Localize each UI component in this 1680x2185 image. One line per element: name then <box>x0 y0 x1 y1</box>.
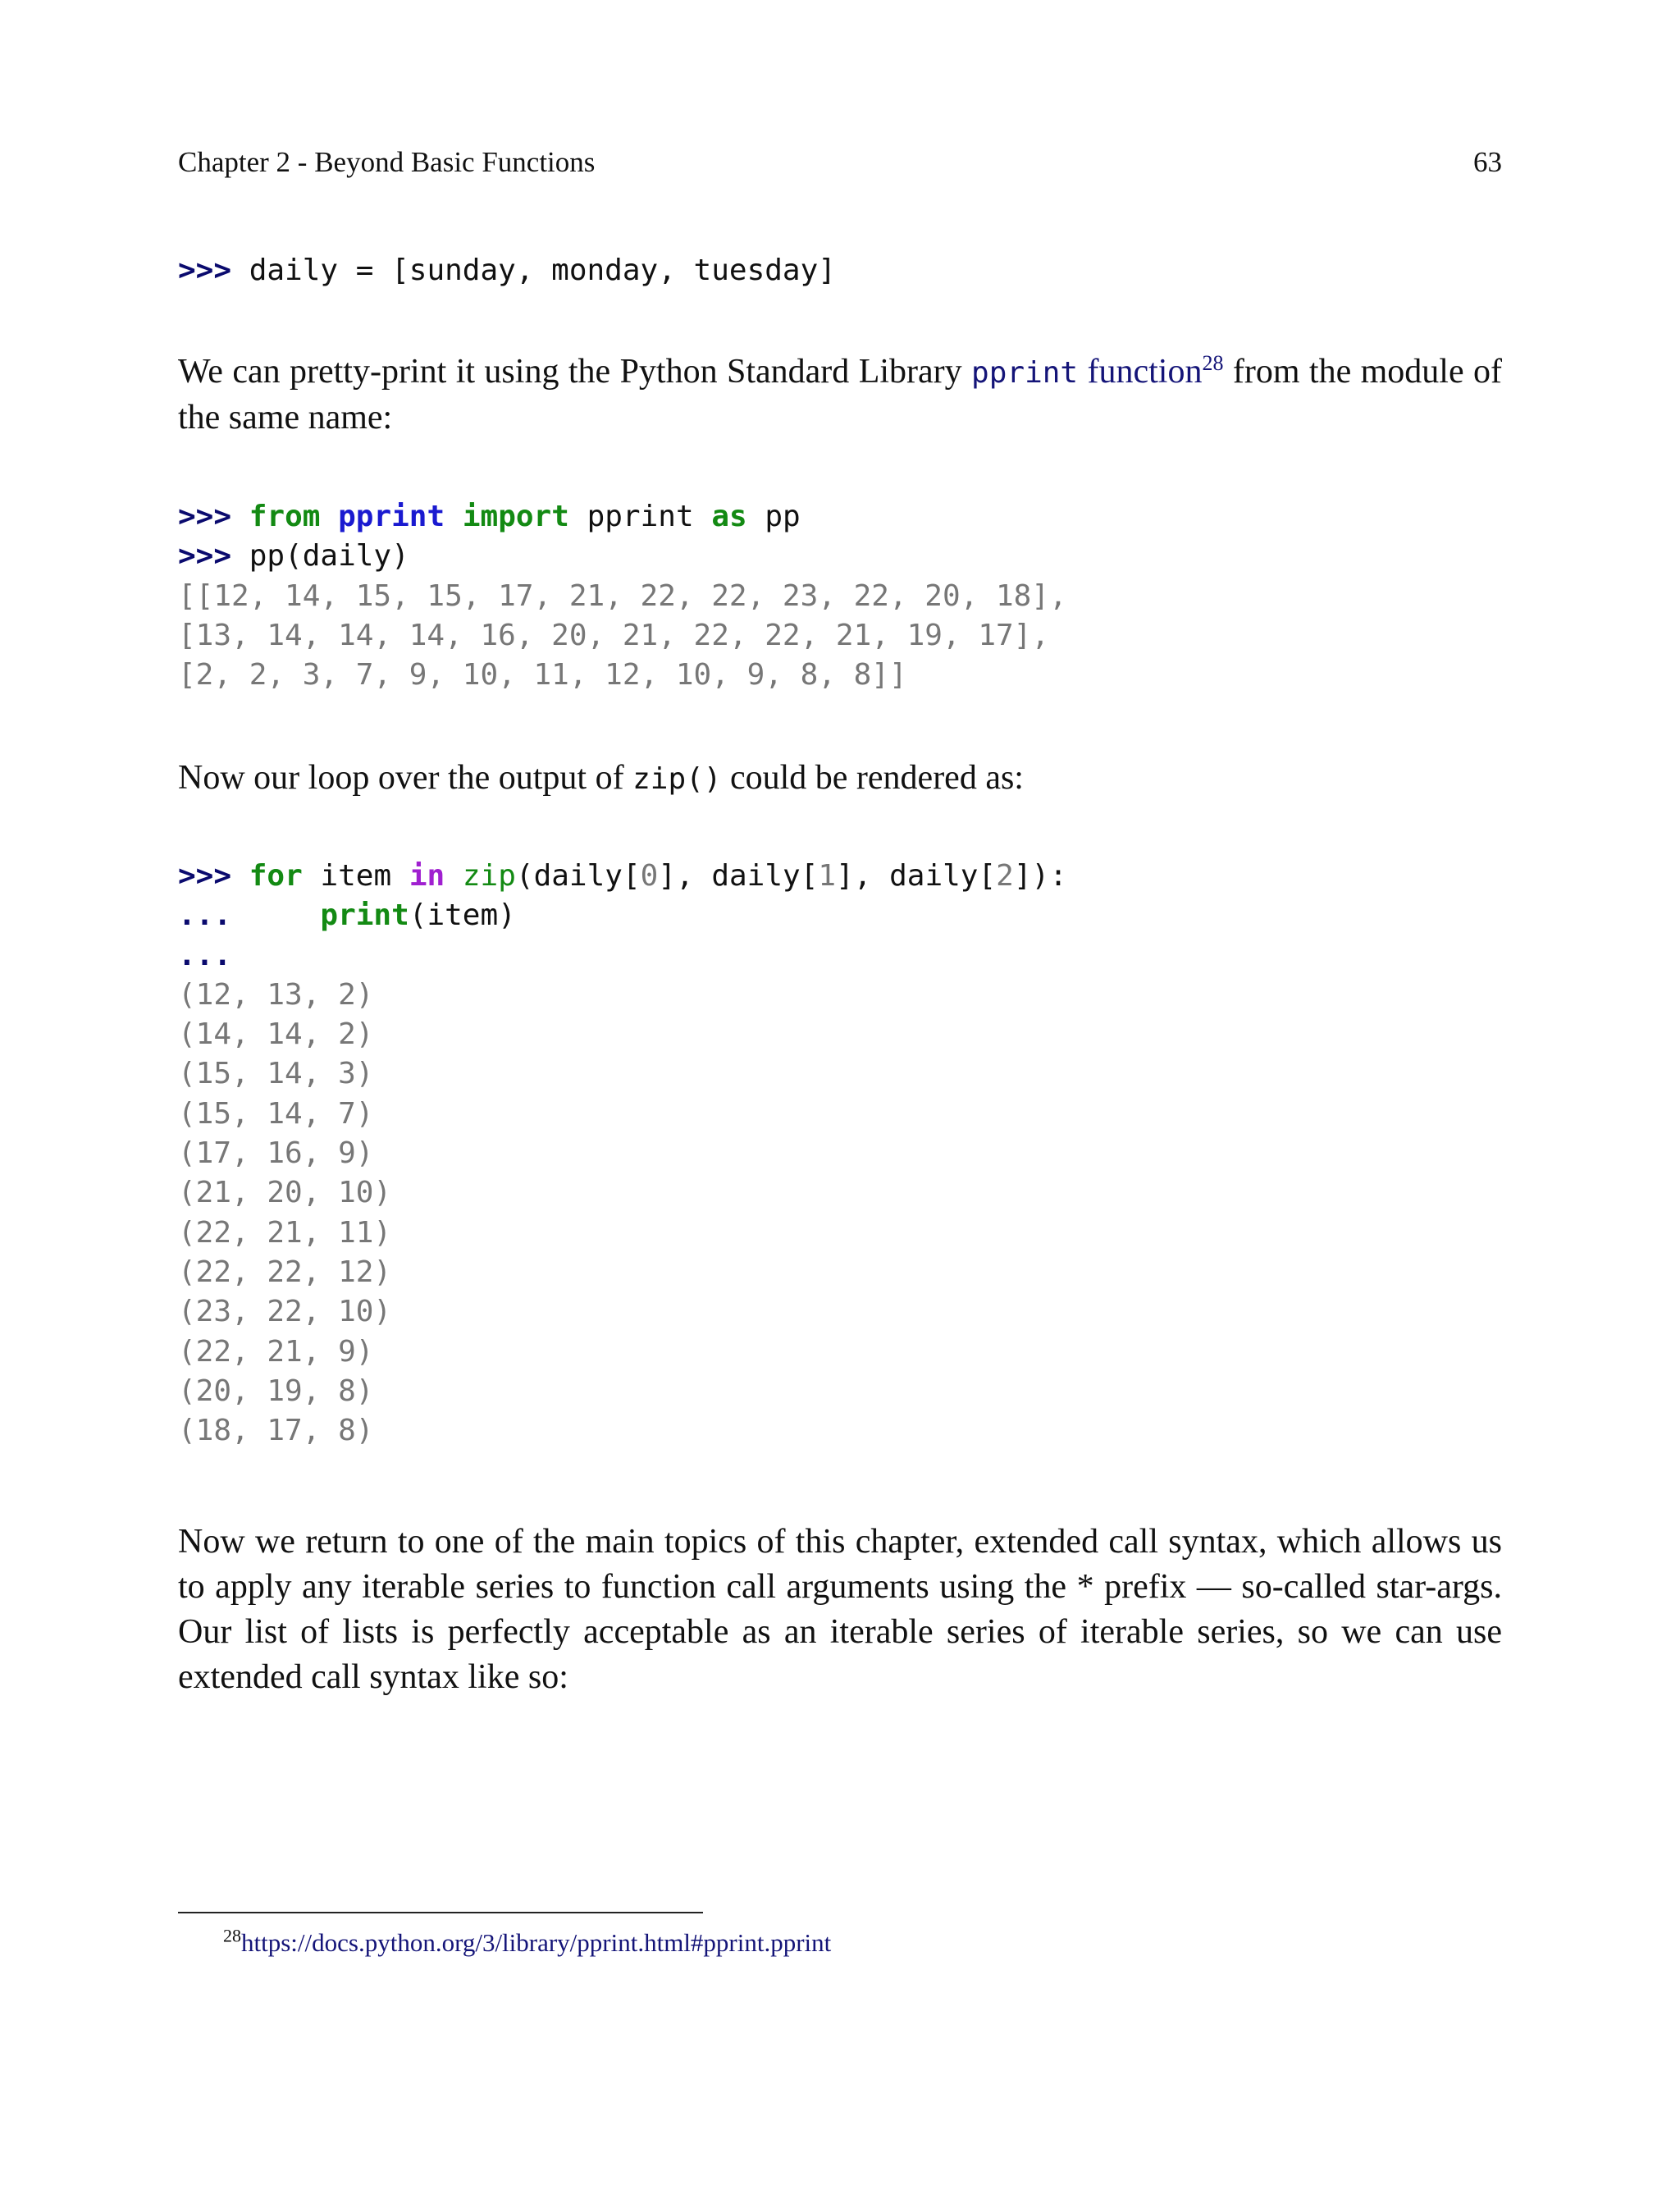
keyword-in: in <box>409 859 445 893</box>
alias-name: pp <box>765 500 801 533</box>
code-line <box>178 898 516 932</box>
output-line: (12, 13, 2) <box>178 977 374 1012</box>
output-line: (23, 22, 10) <box>178 1295 392 1329</box>
code-text: ]): <box>1013 859 1067 893</box>
paragraph-text: Now our loop over the output of <box>178 759 633 797</box>
code-line <box>178 500 801 533</box>
code-block-daily <box>178 251 836 290</box>
footnote-divider <box>178 1912 703 1913</box>
code-text: pp(daily) <box>231 539 409 574</box>
output-line: (17, 16, 9) <box>178 1136 374 1171</box>
footnote-number: 28 <box>223 1925 241 1946</box>
output-line: (18, 17, 8) <box>178 1414 374 1448</box>
chapter-title: Chapter 2 - Beyond Basic Functions <box>178 146 596 178</box>
paragraph-pprint <box>178 350 1502 441</box>
keyword-from: from <box>249 500 321 533</box>
code-line <box>178 539 409 573</box>
repl-prompt: >>> <box>178 254 232 287</box>
code-text: (daily[ <box>515 859 641 893</box>
output-line: (22, 22, 12) <box>178 1255 392 1289</box>
paragraph-text: We can pretty-print it using the Python Standard Library <box>178 353 972 391</box>
output-line: [[12, 14, 15, 15, 17, 21, 22, 22, 23, 22, 20, 18], <box>178 578 1067 613</box>
output-line: (22, 21, 11) <box>178 1215 392 1250</box>
paragraph-text: could be rendered as: <box>721 759 1024 797</box>
footnote-ref[interactable]: 28 <box>1202 351 1224 375</box>
continuation-prompt: ... <box>178 898 232 933</box>
page-header <box>178 146 1502 187</box>
keyword-as: as <box>711 500 747 533</box>
builtin-zip: zip <box>462 859 516 893</box>
index-number: 1 <box>818 859 837 893</box>
code-line <box>178 859 1067 893</box>
keyword-for: for <box>249 859 303 893</box>
keyword-import: import <box>462 500 569 533</box>
footnote-url-link[interactable]: https://docs.python.org/3/library/pprint.html#pprint.pprint <box>241 1928 832 1957</box>
output-line: (15, 14, 7) <box>178 1096 374 1131</box>
output-line: (21, 20, 10) <box>178 1176 392 1210</box>
code-block-pprint <box>178 497 1067 695</box>
code-text: (item) <box>409 898 516 933</box>
page-number: 63 <box>1473 146 1502 178</box>
import-name: pprint <box>587 500 694 533</box>
pprint-link-text[interactable]: function <box>1078 353 1203 391</box>
output-line: (22, 21, 9) <box>178 1334 374 1369</box>
builtin-print: print <box>320 898 409 933</box>
continuation-prompt: ... <box>178 938 232 972</box>
index-number: 0 <box>640 859 659 893</box>
code-text: ], daily[ <box>658 859 819 893</box>
paragraph-text: from the module of the same name: <box>178 353 1503 437</box>
code-block-zip-loop <box>178 857 1067 1451</box>
output-line: (20, 19, 8) <box>178 1374 374 1408</box>
repl-prompt: >>> <box>178 500 232 533</box>
output-line: (14, 14, 2) <box>178 1017 374 1052</box>
inline-code-zip: zip() <box>632 762 722 796</box>
output-line: [13, 14, 14, 14, 16, 20, 21, 22, 22, 21, 19, 17], <box>178 618 1050 652</box>
output-line: [2, 2, 3, 7, 9, 10, 11, 12, 10, 9, 8, 8]] <box>178 658 907 693</box>
repl-prompt: >>> <box>178 859 232 893</box>
code-text: daily = [sunday, monday, tuesday] <box>231 254 836 287</box>
indent <box>231 898 320 932</box>
footnote <box>223 1927 831 1959</box>
loop-variable: item <box>320 859 392 893</box>
paragraph-extended-call-syntax: Now we return to one of the main topics of this chapter, extended call syntax, which allows us to apply any iterable series to function call arguments using the * prefix — so-called star-args. Our list of lists is perfectly acceptable as an iterable series of iterable series, so we can use extended call syntax like so: <box>178 1523 1502 1696</box>
repl-prompt: >>> <box>178 539 232 574</box>
output-line: (15, 14, 3) <box>178 1057 374 1091</box>
pprint-link-code[interactable]: pprint <box>971 356 1079 390</box>
index-number: 2 <box>996 859 1014 893</box>
module-name: pprint <box>338 500 445 533</box>
code-text: ], daily[ <box>836 859 997 893</box>
paragraph-zip <box>178 756 1502 802</box>
